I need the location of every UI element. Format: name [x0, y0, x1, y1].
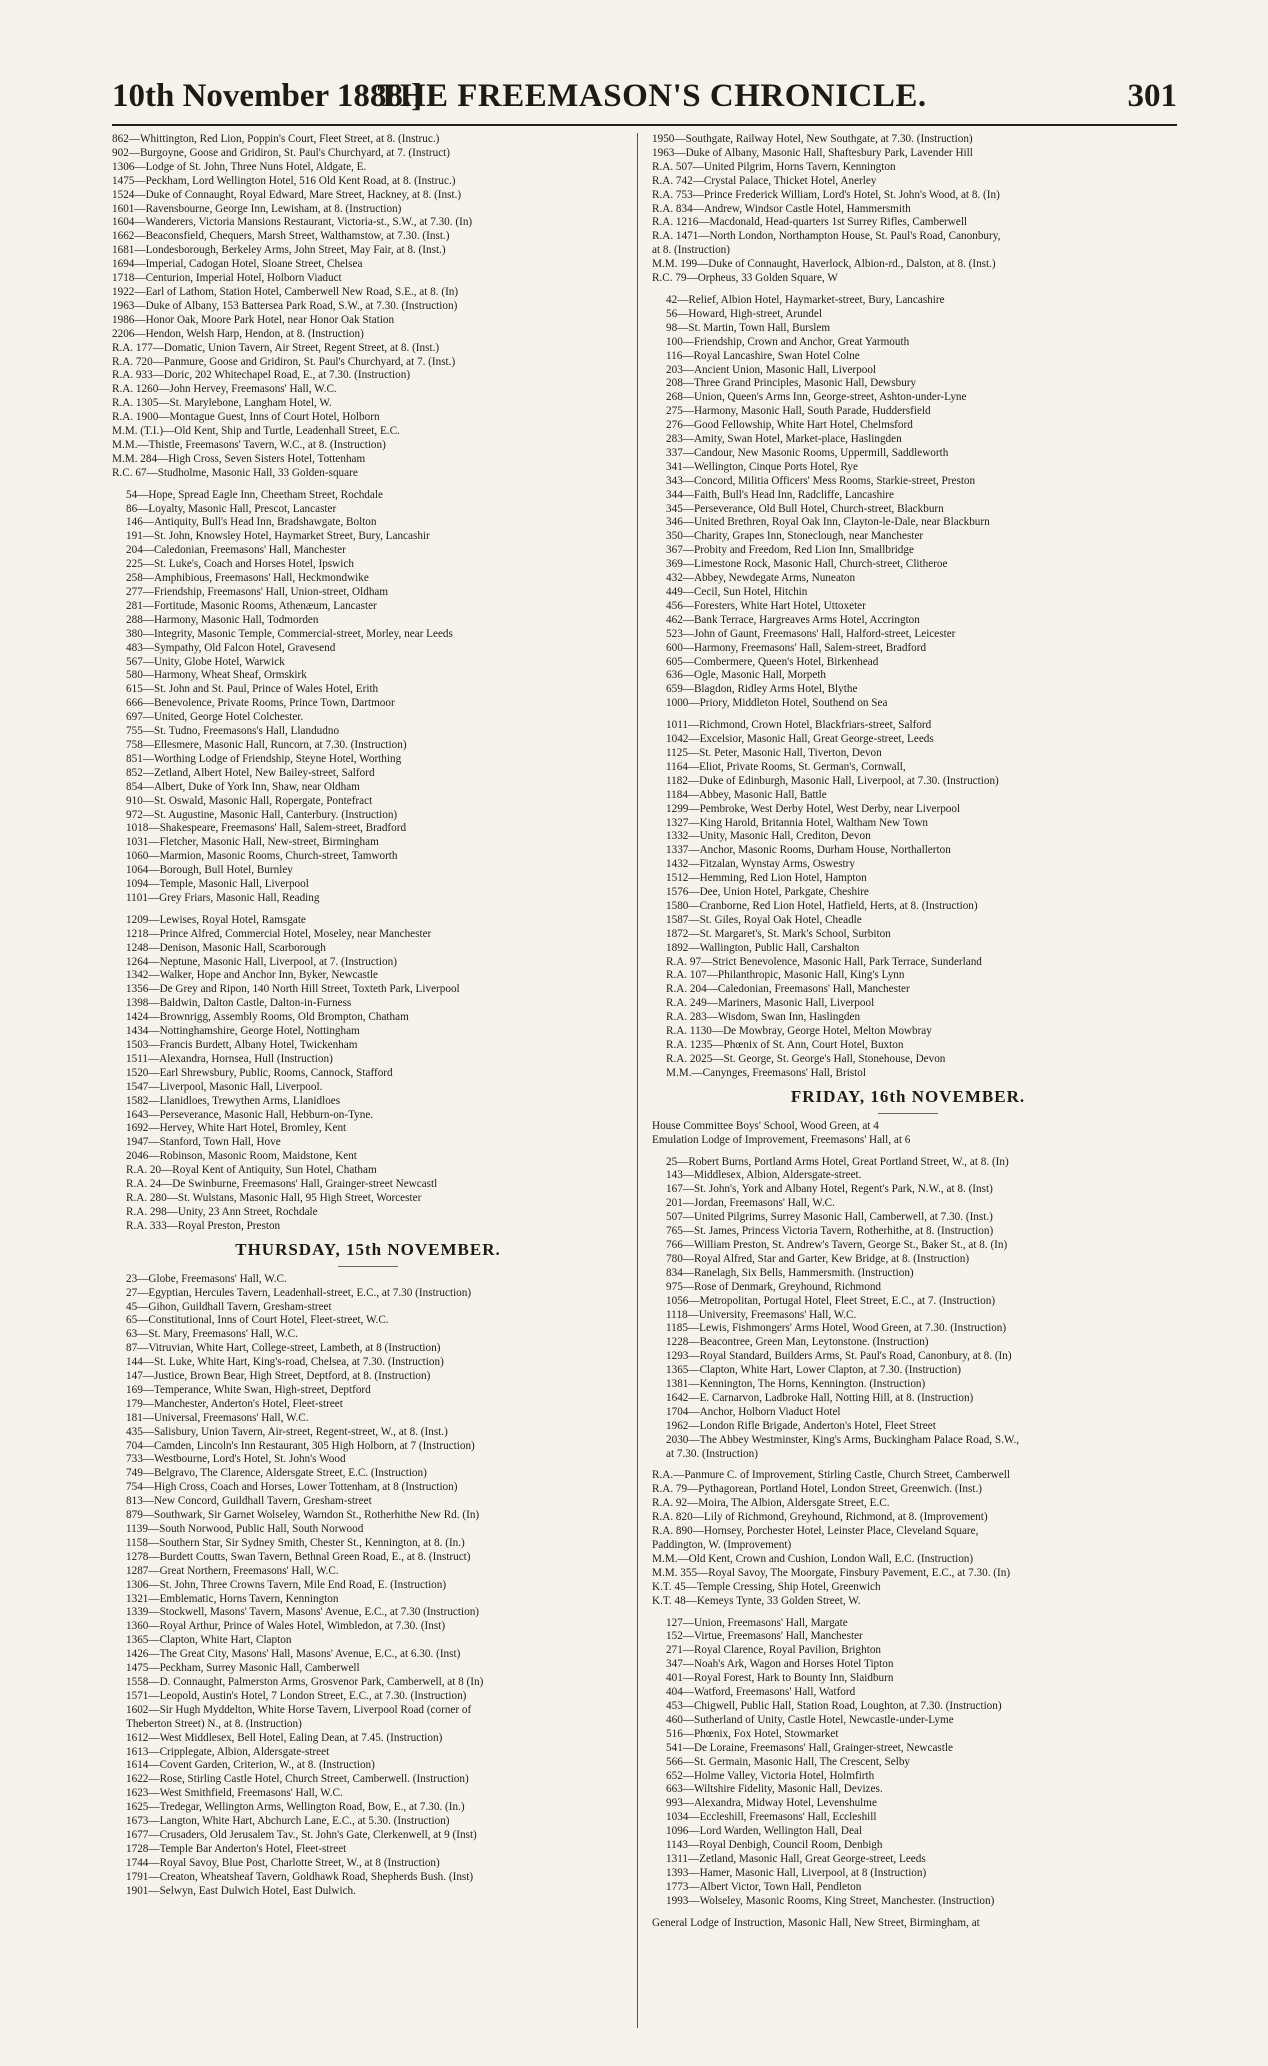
listing-line: 1064—Borough, Bull Hotel, Burnley: [126, 864, 293, 877]
listing-line: 147—Justice, Brown Bear, High Street, Deptford, at 8. (Instruction): [126, 1370, 431, 1383]
listing-line: 143—Middlesex, Albion, Aldersgate-street.: [666, 1169, 862, 1182]
listing-line: 268—Union, Queen's Arms Inn, George-street, Ashton-under-Lyne: [666, 391, 967, 404]
listing-line: 203—Ancient Union, Masonic Hall, Liverpool: [666, 363, 877, 376]
listing-line: M.M. 355—Royal Savoy, The Moorgate, Finsbury Pavement, E.C., at 7.30. (In): [652, 1566, 1011, 1579]
listing-line: 1962—London Rifle Brigade, Anderton's Hotel, Fleet Street: [666, 1419, 936, 1432]
listing-line: at 7.30. (Instruction): [666, 1447, 758, 1460]
listing-line: 1321—Emblematic, Horns Tavern, Kennington: [126, 1592, 339, 1605]
listing-line: 1558—D. Connaught, Palmerston Arms, Grosvenor Park, Camberwell, at 8 (In): [126, 1675, 484, 1688]
listing-line: 1643—Perseverance, Masonic Hall, Hebburn-on-Tyne.: [126, 1108, 374, 1121]
listing-line: 345—Perseverance, Old Bull Hotel, Church-street, Blackburn: [666, 502, 944, 515]
listing-line: 567—Unity, Globe Hotel, Warwick: [126, 655, 285, 668]
block-gap: [652, 286, 1164, 294]
listing-line: 1503—Francis Burdett, Albany Hotel, Twickenham: [126, 1039, 358, 1051]
listing-line: 2046—Robinson, Masonic Room, Maidstone, Kent: [126, 1150, 357, 1163]
listing-line: M.M. 199—Duke of Connaught, Haverlock, Albion-rd., Dalston, at 8. (Inst.): [652, 258, 996, 271]
listing-line: R.A. 753—Prince Frederick William, Lord's Hotel, St. John's Wood, at 8. (In): [652, 188, 1000, 201]
listing-line: 852—Zetland, Albert Hotel, New Bailey-street, Salford: [126, 766, 375, 779]
listing-line: 1311—Zetland, Masonic Hall, Great George-street, Leeds: [666, 1852, 926, 1865]
day-heading: THURSDAY, 15th NOVEMBER.: [235, 1239, 501, 1259]
listing-line: 25—Robert Burns, Portland Arms Hotel, Great Portland Street, W., at 8. (In): [666, 1155, 1009, 1168]
listing-line: R.A. 820—Lily of Richmond, Greyhound, Richmond, at 8. (Improvement): [652, 1511, 988, 1524]
listing-line: 1432—Fitzalan, Wynstay Arms, Oswestry: [666, 858, 855, 871]
listing-line: R.A. 283—Wisdom, Swan Inn, Haslingden: [666, 1011, 861, 1024]
listing-line: 1662—Beaconsfield, Chequers, Marsh Street, Walthamstow, at 7.30. (Inst.): [112, 230, 450, 243]
listing-line: M.M.—Canynges, Freemasons' Hall, Bristol: [666, 1066, 866, 1079]
listing-line: R.A. 177—Domatic, Union Tavern, Air Street, Regent Street, at 8. (Inst.): [112, 341, 440, 354]
listing-line: 2030—The Abbey Westminster, King's Arms, Buckingham Palace Road, S.W.,: [666, 1433, 1020, 1446]
listing-line: 1158—Southern Star, Sir Sydney Smith, Chester St., Kennington, at 8. (In.): [126, 1536, 465, 1549]
listing-line: 749—Belgravo, The Clarence, Aldersgate Street, E.C. (Instruction): [126, 1467, 427, 1480]
listing-line: 1692—Hervey, White Hart Hotel, Bromley, Kent: [126, 1122, 347, 1135]
listing-line: R.A. 1900—Montague Guest, Inns of Court Hotel, Holborn: [112, 411, 380, 424]
listing-line: 523—John of Gaunt, Freemasons' Hall, Halford-street, Leicester: [666, 627, 956, 640]
header-rule: [112, 124, 1177, 126]
listing-line: 1623—West Smithfield, Freemasons' Hall, W.C.: [126, 1787, 343, 1800]
listing-line: 350—Charity, Grapes Inn, Stoneclough, near Manchester: [666, 530, 924, 543]
listing-line: 1381—Kennington, The Horns, Kennington. (Instruction): [666, 1378, 926, 1391]
listing-line: R.A.—Panmure C. of Improvement, Stirling Castle, Church Street, Camberwell: [652, 1469, 1010, 1482]
listing-line: 432—Abbey, Newdegate Arms, Nuneaton: [666, 572, 856, 585]
listing-line: 63—St. Mary, Freemasons' Hall, W.C.: [126, 1328, 298, 1341]
listing-line: 87—Vitruvian, White Hart, College-street, Lambeth, at 8 (Instruction): [126, 1342, 441, 1355]
listing-line: 733—Westbourne, Lord's Hotel, St. John's Wood: [126, 1453, 346, 1466]
listing-line: 1728—Temple Bar Anderton's Hotel, Fleet-street: [126, 1842, 347, 1855]
listing-line: 179—Manchester, Anderton's Hotel, Fleet-street: [126, 1397, 343, 1410]
listing-line: 65—Constitutional, Inns of Court Hotel, Fleet-street, W.C.: [126, 1314, 389, 1327]
listing-line: 1299—Pembroke, West Derby Hotel, West Derby, near Liverpool: [666, 802, 961, 815]
listing-line: 1360—Royal Arthur, Prince of Wales Hotel, Wimbledon, at 7.30. (Inst): [126, 1620, 446, 1633]
listing-line: 146—Antiquity, Bull's Head Inn, Bradshawgate, Bolton: [126, 516, 377, 529]
listing-line: 225—St. Luke's, Coach and Horses Hotel, Ipswich: [126, 558, 354, 571]
listing-line: 449—Cecil, Sun Hotel, Hitchin: [666, 586, 808, 598]
listing-line: 277—Friendship, Freemasons' Hall, Union-street, Oldham: [126, 586, 389, 598]
listing-line: 346—United Brethren, Royal Oak Inn, Clayton-le-Dale, near Blackburn: [666, 516, 990, 529]
listing-line: 1182—Duke of Edinburgh, Masonic Hall, Liverpool, at 7.30. (Instruction): [666, 774, 999, 787]
listing-line: 862—Whittington, Red Lion, Poppin's Court, Fleet Street, at 8. (Instruc.): [112, 133, 440, 145]
listing-line: 1612—West Middlesex, Bell Hotel, Ealing Dean, at 7.45. (Instruction): [126, 1731, 443, 1744]
listing-line: 659—Blagdon, Ridley Arms Hotel, Blythe: [666, 683, 858, 696]
listing-line: 337—Candour, New Masonic Rooms, Uppermill, Saddleworth: [666, 446, 949, 459]
listing-line: 281—Fortitude, Masonic Rooms, Athenæum, Lancaster: [126, 599, 377, 612]
listing-line: 910—St. Oswald, Masonic Hall, Ropergate, Pontefract: [126, 794, 373, 807]
listing-line: 380—Integrity, Masonic Temple, Commercial-street, Morley, near Leeds: [126, 627, 453, 640]
listing-line: 127—Union, Freemasons' Hall, Margate: [666, 1616, 848, 1629]
page-number: 301: [1127, 78, 1177, 114]
listing-line: R.A. 204—Caledonian, Freemasons' Hall, Manchester: [666, 983, 910, 996]
listing-line: 1512—Hemming, Red Lion Hotel, Hampton: [666, 872, 867, 885]
listing-line: 1011—Richmond, Crown Hotel, Blackfriars-street, Salford: [666, 719, 932, 732]
listing-line: 754—High Cross, Coach and Horses, Lower Tottenham, at 8 (Instruction): [126, 1481, 458, 1494]
listing-line: 1963—Duke of Albany, 153 Battersea Park Road, S.W., at 7.30. (Instruction): [112, 299, 458, 312]
listing-line: 507—United Pilgrims, Surrey Masonic Hall, Camberwell, at 7.30. (Inst.): [666, 1211, 993, 1224]
listing-line: R.A. 933—Doric, 202 Whitechapel Road, E., at 7.30. (Instruction): [112, 369, 411, 382]
listing-line: R.A. 92—Moira, The Albion, Aldersgate Street, E.C.: [652, 1497, 890, 1510]
listing-line: 1365—Clapton, White Hart, Lower Clapton, at 7.30. (Instruction): [666, 1364, 961, 1377]
listing-line: 697—United, George Hotel Colchester.: [126, 711, 304, 724]
listing-line: 86—Loyalty, Masonic Hall, Prescot, Lancaster: [126, 502, 337, 515]
listing-line: R.A. 1260—John Hervey, Freemasons' Hall, W.C.: [112, 383, 337, 396]
listing-line: 369—Limestone Rock, Masonic Hall, Church-street, Clitheroe: [666, 558, 948, 571]
listing-line: R.C. 79—Orpheus, 33 Golden Square, W: [652, 272, 838, 285]
listing-line: 1582—Llanidloes, Trewythen Arms, Llanidloes: [126, 1094, 341, 1107]
listing-line: R.A. 333—Royal Preston, Preston: [126, 1219, 281, 1232]
listing-line: R.A. 79—Pythagorean, Portland Hotel, London Street, Greenwich. (Inst.): [652, 1483, 982, 1496]
listing-line: 516—Phœnix, Fox Hotel, Stowmarket: [666, 1727, 839, 1740]
listing-line: R.A. 20—Royal Kent of Antiquity, Sun Hotel, Chatham: [126, 1164, 377, 1177]
listing-line: 879—Southwark, Sir Garnet Wolseley, Warndon St., Rotherhithe New Rd. (In): [126, 1509, 480, 1522]
listing-line: R.A. 1471—North London, Northampton House, St. Paul's Road, Canonbury,: [652, 230, 1001, 243]
listing-line: 902—Burgoyne, Goose and Gridiron, St. Paul's Churchyard, at 7. (Instruct): [112, 146, 451, 159]
listing-line: 1986—Honor Oak, Moore Park Hotel, near Honor Oak Station: [112, 313, 395, 326]
listing-line: 343—Concord, Militia Officers' Mess Rooms, Starkie-street, Preston: [666, 474, 976, 487]
listing-line: 208—Three Grand Principles, Masonic Hall, Dewsbury: [666, 377, 917, 390]
listing-line: 191—St. John, Knowsley Hotel, Haymarket Street, Bury, Lancashir: [126, 530, 430, 543]
listing-line: 1218—Prince Alfred, Commercial Hotel, Moseley, near Manchester: [126, 927, 432, 940]
listing-line: 1601—Ravensbourne, George Inn, Lewisham, at 8. (Instruction): [112, 202, 402, 215]
listing-line: 1673—Langton, White Hart, Abchurch Lane, E.C., at 5.30. (Instruction): [126, 1815, 450, 1828]
listing-line: 401—Royal Forest, Hark to Bounty Inn, Slaidburn: [666, 1672, 894, 1685]
listing-line: 1744—Royal Savoy, Blue Post, Charlotte Street, W., at 8 (Instruction): [126, 1856, 440, 1869]
listing-line: 1963—Duke of Albany, Masonic Hall, Shaftesbury Park, Lavender Hill: [652, 146, 973, 159]
listing-line: 1571—Leopold, Austin's Hotel, 7 London Street, E.C., at 7.30. (Instruction): [126, 1689, 467, 1702]
listing-line: 1342—Walker, Hope and Anchor Inn, Byker, Newcastle: [126, 969, 379, 982]
listing-line: M.M. 284—High Cross, Seven Sisters Hotel, Tottenham: [112, 452, 366, 465]
listing-line: 275—Harmony, Masonic Hall, South Parade, Huddersfield: [666, 405, 931, 418]
listing-line: 1475—Peckham, Lord Wellington Hotel, 516 Old Kent Road, at 8. (Instruc.): [112, 174, 456, 187]
listing-line: House Committee Boys' School, Wood Green, at 4: [652, 1119, 879, 1132]
listing-line: 1096—Lord Warden, Wellington Hall, Deal: [666, 1825, 863, 1838]
listing-line: 615—St. John and St. Paul, Prince of Wales Hotel, Erith: [126, 683, 379, 696]
listing-line: 181—Universal, Freemasons' Hall, W.C.: [126, 1411, 309, 1424]
listing-line: 100—Friendship, Crown and Anchor, Great Yarmouth: [666, 335, 910, 348]
listing-line: 1356—De Grey and Ripon, 140 North Hill Street, Toxteth Park, Liverpool: [126, 983, 460, 996]
listing-line: 1143—Royal Denbigh, Council Room, Denbigh: [666, 1839, 883, 1852]
listing-line: 1393—Hamer, Masonic Hall, Liverpool, at 8 (Instruction): [666, 1866, 927, 1879]
listing-line: 1293—Royal Standard, Builders Arms, St. Paul's Road, Canonbury, at 8. (In): [666, 1350, 1012, 1363]
listing-line: 1101—Grey Friars, Masonic Hall, Reading: [126, 891, 320, 904]
listing-line: 1042—Excelsior, Masonic Hall, Great George-street, Leeds: [666, 733, 934, 746]
listing-line: 1339—Stockwell, Masons' Tavern, Masons' Avenue, E.C., at 7.30 (Instruction): [126, 1606, 480, 1619]
listing-line: 1185—Lewis, Fishmongers' Arms Hotel, Wood Green, at 7.30. (Instruction): [666, 1322, 1007, 1335]
block-gap: [112, 906, 624, 914]
listing-line: 42—Relief, Albion Hotel, Haymarket-street, Bury, Lancashire: [666, 293, 945, 306]
listing-line: 1950—Southgate, Railway Hotel, New Southgate, at 7.30. (Instruction): [652, 133, 973, 145]
listing-line: 1365—Clapton, White Hart, Clapton: [126, 1634, 292, 1647]
listing-line: 276—Good Fellowship, White Hart Hotel, Chelmsford: [666, 419, 913, 432]
listing-line: 1511—Alexandra, Hornsea, Hull (Instruction): [126, 1052, 333, 1065]
listing-line: 605—Combermere, Queen's Hotel, Birkenhead: [666, 655, 879, 668]
listing-line: 1060—Marmion, Masonic Rooms, Church-street, Tamworth: [126, 850, 398, 863]
listing-line: 98—St. Martin, Town Hall, Burslem: [666, 321, 831, 334]
listing-line: 851—Worthing Lodge of Friendship, Steyne Hotel, Worthing: [126, 752, 402, 765]
listing-line: 1426—The Great City, Masons' Hall, Masons' Avenue, E.C., at 6.30. (Inst): [126, 1648, 461, 1661]
listing-line: M.M. (T.I.)—Old Kent, Ship and Turtle, Leadenhall Street, E.C.: [112, 425, 400, 438]
listing-line: 636—Ogle, Masonic Hall, Morpeth: [666, 669, 827, 682]
listing-line: 666—Benevolence, Private Rooms, Prince Town, Dartmoor: [126, 697, 395, 710]
listing-line: 765—St. James, Princess Victoria Tavern, Rotherhithe, at 8. (Instruction): [666, 1225, 994, 1238]
listing-line: M.M.—Thistle, Freemasons' Tavern, W.C., at 8. (Instruction): [112, 438, 386, 451]
listing-line: 1773—Albert Victor, Town Hall, Pendleton: [666, 1880, 862, 1893]
issue-date: 10th November 1888.]: [112, 78, 423, 114]
listing-line: 1922—Earl of Lathom, Station Hotel, Camberwell New Road, S.E., at 8. (In): [112, 285, 459, 298]
listing-line: R.A. 1130—De Mowbray, George Hotel, Melton Mowbray: [666, 1025, 932, 1038]
listing-line: 580—Harmony, Wheat Sheaf, Ormskirk: [126, 669, 307, 682]
listing-line: 1642—E. Carnarvon, Ladbroke Hall, Notting Hill, at 8. (Instruction): [666, 1391, 974, 1404]
listing-line: 288—Harmony, Masonic Hall, Todmorden: [126, 613, 319, 626]
listing-line: K.T. 45—Temple Cressing, Ship Hotel, Greenwich: [652, 1580, 881, 1593]
listing-line: R.A. 507—United Pilgrim, Horns Tavern, Kennington: [652, 160, 896, 173]
listing-line: R.A. 2025—St. George, St. George's Hall, Stonehouse, Devon: [666, 1052, 946, 1065]
listing-line: Paddington, W. (Improvement): [652, 1539, 792, 1551]
listing-line: 167—St. John's, York and Albany Hotel, Regent's Park, N.W., at 8. (Inst): [666, 1183, 993, 1196]
listing-line: R.A. 890—Hornsey, Porchester Hotel, Leinster Place, Cleveland Square,: [652, 1525, 979, 1538]
listing-line: 652—Holme Valley, Victoria Hotel, Holmfirth: [666, 1769, 875, 1782]
listing-line: 566—St. Germain, Masonic Hall, The Crescent, Selby: [666, 1755, 911, 1768]
listing-line: 1327—King Harold, Britannia Hotel, Waltham New Town: [666, 816, 929, 829]
listing-line: 1228—Beacontree, Green Man, Leytonstone. (Instruction): [666, 1336, 929, 1349]
listing-line: 344—Faith, Bull's Head Inn, Radcliffe, Lancashire: [666, 488, 894, 501]
listing-line: 2206—Hendon, Welsh Harp, Hendon, at 8. (Instruction): [112, 327, 364, 340]
listing-line: 56—Howard, High-street, Arundel: [666, 307, 822, 320]
listing-line: 460—Sutherland of Unity, Castle Hotel, Newcastle-under-Lyme: [666, 1713, 954, 1726]
listing-line: 780—Royal Alfred, Star and Garter, Kew Bridge, at 8. (Instruction): [666, 1252, 970, 1265]
listing-line: 1547—Liverpool, Masonic Hall, Liverpool.: [126, 1080, 323, 1093]
column-divider: [637, 133, 638, 2028]
listing-line: 758—Ellesmere, Masonic Hall, Runcorn, at 7.30. (Instruction): [126, 738, 407, 751]
listing-line: 347—Noah's Ark, Wagon and Horses Hotel Tipton: [666, 1658, 894, 1671]
listing-line: 204—Caledonian, Freemasons' Hall, Manchester: [126, 544, 346, 557]
listing-line: 456—Foresters, White Hart Hotel, Uttoxeter: [666, 599, 866, 612]
block-gap: [652, 1461, 1164, 1469]
listing-line: 1677—Crusaders, Old Jerusalem Tav., St. John's Gate, Clerkenwell, at 9 (Inst): [126, 1828, 477, 1841]
listing-line: R.C. 67—Studholme, Masonic Hall, 33 Golden-square: [112, 466, 358, 479]
listing-line: 1791—Creaton, Wheatsheaf Tavern, Goldhawk Road, Shepherds Bush. (Inst): [126, 1870, 474, 1883]
listing-line: K.T. 48—Kemeys Tynte, 33 Golden Street, W.: [652, 1594, 861, 1607]
listing-line: R.A. 298—Unity, 23 Ann Street, Rochdale: [126, 1205, 318, 1218]
listing-line: 1625—Tredegar, Wellington Arms, Wellington Road, Bow, E., at 7.30. (In.): [126, 1801, 465, 1814]
block-gap: [652, 1909, 1164, 1917]
listing-line: 169—Temperance, White Swan, High-street, Deptford: [126, 1383, 371, 1396]
listing-line: 1139—South Norwood, Public Hall, South Norwood: [126, 1523, 364, 1535]
listing-line: 367—Probity and Freedom, Red Lion Inn, Smallbridge: [666, 544, 914, 557]
block-gap: [652, 1148, 1164, 1156]
listing-line: 54—Hope, Spread Eagle Inn, Cheetham Street, Rochdale: [126, 488, 383, 501]
block-gap: [652, 711, 1164, 719]
listing-line: 435—Salisbury, Union Tavern, Air-street, Regent-street, W., at 8. (Inst.): [126, 1425, 448, 1438]
listing-line: 144—St. Luke, White Hart, King's-road, Chelsea, at 7.30. (Instruction): [126, 1356, 444, 1369]
listing-line: 1164—Eliot, Private Rooms, St. German's, Cornwall,: [666, 760, 906, 773]
listing-line: 1306—St. John, Three Crowns Tavern, Mile End Road, E. (Instruction): [126, 1578, 447, 1591]
listing-line: 1337—Anchor, Masonic Rooms, Durham House, Northallerton: [666, 844, 951, 857]
listing-line: 1694—Imperial, Cadogan Hotel, Sloane Street, Chelsea: [112, 258, 363, 271]
listing-line: 1398—Baldwin, Dalton Castle, Dalton-in-Furness: [126, 997, 352, 1010]
listing-line: 271—Royal Clarence, Royal Pavilion, Brighton: [666, 1644, 882, 1657]
listing-line: 45—Gihon, Guildhall Tavern, Gresham-street: [126, 1300, 332, 1313]
listing-line: 1278—Burdett Coutts, Swan Tavern, Bethnal Green Road, E., at 8. (Instruct): [126, 1550, 471, 1563]
listing-line: R.A. 1305—St. Marylebone, Langham Hotel, W.: [112, 397, 332, 410]
listing-line: 1034—Eccleshill, Freemasons' Hall, Eccleshill: [666, 1811, 877, 1824]
block-gap: [112, 481, 624, 489]
listing-line: R.A. 97—Strict Benevolence, Masonic Hall, Park Terrace, Sunderland: [666, 955, 982, 968]
listing-line: 1094—Temple, Masonic Hall, Liverpool: [126, 878, 309, 891]
listing-line: R.A. 742—Crystal Palace, Thicket Hotel, Anerley: [652, 174, 877, 187]
listing-line: 1520—Earl Shrewsbury, Public, Rooms, Cannock, Stafford: [126, 1066, 393, 1079]
listing-line: 1125—St. Peter, Masonic Hall, Tiverton, Devon: [666, 746, 882, 759]
listing-line: 1602—Sir Hugh Myddelton, White Horse Tavern, Liverpool Road (corner of: [126, 1703, 472, 1716]
listing-line: M.M.—Old Kent, Crown and Cushion, London Wall, E.C. (Instruction): [652, 1552, 974, 1565]
listing-line: 600—Harmony, Freemasons' Hall, Salem-street, Bradford: [666, 641, 927, 654]
listing-line: 1424—Brownrigg, Assembly Rooms, Old Brompton, Chatham: [126, 1011, 409, 1024]
listing-line: 1475—Peckham, Surrey Masonic Hall, Camberwell: [126, 1662, 360, 1675]
listing-line: 975—Rose of Denmark, Greyhound, Richmond: [666, 1280, 882, 1293]
listing-line: 1576—Dee, Union Hotel, Parkgate, Cheshire: [666, 886, 869, 899]
listing-line: 1056—Metropolitan, Portugal Hotel, Fleet Street, E.C., at 7. (Instruction): [666, 1294, 996, 1307]
listing-line: R.A. 249—Mariners, Masonic Hall, Liverpool: [666, 997, 875, 1010]
listing-line: 1901—Selwyn, East Dulwich Hotel, East Dulwich.: [126, 1884, 356, 1897]
listing-line: 1580—Cranborne, Red Lion Hotel, Hatfield, Herts, at 8. (Instruction): [666, 899, 978, 912]
listing-line: 1031—Fletcher, Masonic Hall, New-street, Birmingham: [126, 836, 379, 849]
listing-line: at 8. (Instruction): [652, 244, 730, 257]
listing-line: 1614—Covent Garden, Criterion, W., at 8. (Instruction): [126, 1759, 375, 1772]
listing-line: R.A. 834—Andrew, Windsor Castle Hotel, Hammersmith: [652, 202, 911, 215]
listing-line: 1000—Priory, Middleton Hotel, Southend on Sea: [666, 697, 888, 710]
publication-title: THE FREEMASON'S CHRONICLE.: [377, 78, 927, 114]
listing-line: 1184—Abbey, Masonic Hall, Battle: [666, 788, 827, 801]
listing-line: 116—Royal Lancashire, Swan Hotel Colne: [666, 349, 860, 362]
listing-line: 27—Egyptian, Hercules Tavern, Leadenhall-street, E.C., at 7.30 (Instruction): [126, 1286, 472, 1299]
listing-line: 1287—Great Northern, Freemasons' Hall, W.C.: [126, 1564, 339, 1577]
listing-line: 1993—Wolseley, Masonic Rooms, King Street, Manchester. (Instruction): [666, 1894, 995, 1907]
listing-line: 453—Chigwell, Public Hall, Station Road, Loughton, at 7.30. (Instruction): [666, 1699, 1002, 1712]
left-column: [112, 133, 624, 2033]
right-column: [652, 133, 1164, 2033]
listing-line: 1524—Duke of Connaught, Royal Edward, Mare Street, Hackney, at 8. (Inst.): [112, 188, 462, 201]
listing-line: R.A. 107—Philanthropic, Masonic Hall, King's Lynn: [666, 969, 905, 982]
listing-line: 541—De Loraine, Freemasons' Hall, Grainger-street, Newcastle: [666, 1741, 953, 1754]
listing-line: 1209—Lewises, Royal Hotel, Ramsgate: [126, 913, 306, 926]
page-header: [112, 78, 1177, 122]
listing-line: 1872—St. Margaret's, St. Mark's School, Surbiton: [666, 927, 891, 940]
listing-line: R.A. 280—St. Wulstans, Masonic Hall, 95 High Street, Worcester: [126, 1191, 422, 1204]
listing-line: 1264—Neptune, Masonic Hall, Liverpool, at 7. (Instruction): [126, 955, 397, 968]
listing-line: 1248—Denison, Masonic Hall, Scarborough: [126, 941, 326, 954]
listing-line: 483—Sympathy, Old Falcon Hotel, Gravesend: [126, 641, 336, 654]
block-gap: [652, 1609, 1164, 1617]
listing-line: 1587—St. Giles, Royal Oak Hotel, Cheadle: [666, 913, 862, 926]
listing-line: Emulation Lodge of Improvement, Freemasons' Hall, at 6: [652, 1133, 911, 1146]
listing-line: R.A. 720—Panmure, Goose and Gridiron, St. Paul's Churchyard, at 7. (Inst.): [112, 355, 456, 368]
listing-line: 854—Albert, Duke of York Inn, Shaw, near Oldham: [126, 780, 360, 793]
listing-line: 663—Wiltshire Fidelity, Masonic Hall, Devizes.: [666, 1783, 883, 1796]
listing-line: 1622—Rose, Stirling Castle Hotel, Church Street, Camberwell. (Instruction): [126, 1773, 469, 1786]
listing-line: 704—Camden, Lincoln's Inn Restaurant, 305 High Holborn, at 7 (Instruction): [126, 1439, 475, 1452]
listing-line: 834—Ranelagh, Six Bells, Hammersmith. (Instruction): [666, 1266, 914, 1279]
listing-line: R.A. 24—De Swinburne, Freemasons' Hall, Grainger-street Newcastl: [126, 1178, 438, 1191]
listing-line: 766—William Preston, St. Andrew's Tavern, George St., Baker St., at 8. (In): [666, 1238, 1008, 1251]
listing-line: 404—Watford, Freemasons' Hall, Watford: [666, 1686, 856, 1699]
listing-line: 462—Bank Terrace, Hargreaves Arms Hotel, Accrington: [666, 613, 920, 626]
listing-line: 201—Jordan, Freemasons' Hall, W.C.: [666, 1197, 835, 1210]
listing-line: 341—Wellington, Cinque Ports Hotel, Rye: [666, 460, 858, 473]
listing-line: 755—St. Tudno, Freemasons's Hall, Llandudno: [126, 725, 340, 738]
listing-line: 1704—Anchor, Holborn Viaduct Hotel: [666, 1405, 841, 1418]
listing-line: 1718—Centurion, Imperial Hotel, Holborn Viaduct: [112, 272, 342, 285]
listing-line: R.A. 1216—Macdonald, Head-quarters 1st Surrey Rifles, Camberwell: [652, 216, 968, 229]
listing-line: 1947—Stanford, Town Hall, Hove: [126, 1136, 281, 1149]
heading-rule: [878, 1113, 938, 1114]
listing-line: 972—St. Augustine, Masonic Hall, Canterbury. (Instruction): [126, 808, 398, 821]
day-heading: FRIDAY, 16th NOVEMBER.: [790, 1086, 1026, 1106]
listing-line: 993—Alexandra, Midway Hotel, Levenshulme: [666, 1797, 877, 1810]
listing-line: General Lodge of Instruction, Masonic Hall, New Street, Birmingham, at: [652, 1916, 980, 1929]
listing-line: 1306—Lodge of St. John, Three Nuns Hotel, Aldgate, E.: [112, 160, 367, 173]
listing-line: 813—New Concord, Guildhall Tavern, Gresham-street: [126, 1495, 372, 1508]
listing-line: 1604—Wanderers, Victoria Mansions Restaurant, Victoria-st., S.W., at 7.30. (In): [112, 216, 473, 229]
listing-line: 283—Amity, Swan Hotel, Market-place, Haslingden: [666, 433, 902, 446]
listing-line: 1434—Nottinghamshire, George Hotel, Nottingham: [126, 1025, 360, 1038]
listing-line: 152—Virtue, Freemasons' Hall, Manchester: [666, 1630, 863, 1643]
heading-rule: [338, 1266, 398, 1267]
listing-line: 258—Amphibious, Freemasons' Hall, Heckmondwike: [126, 572, 369, 585]
listing-line: Theberton Street) N., at 8. (Instruction): [126, 1717, 302, 1730]
listing-line: 1018—Shakespeare, Freemasons' Hall, Salem-street, Bradford: [126, 822, 407, 835]
listing-line: 23—Globe, Freemasons' Hall, W.C.: [126, 1272, 287, 1285]
listing-line: 1613—Cripplegate, Albion, Aldersgate-street: [126, 1745, 330, 1758]
listing-line: 1332—Unity, Masonic Hall, Crediton, Devon: [666, 830, 871, 843]
listing-line: 1118—University, Freemasons' Hall, W.C.: [666, 1308, 857, 1321]
listing-line: 1681—Londesborough, Berkeley Arms, John Street, May Fair, at 8. (Inst.): [112, 244, 446, 257]
listing-line: R.A. 1235—Phœnix of St. Ann, Court Hotel, Buxton: [666, 1039, 904, 1051]
listing-line: 1892—Wallington, Public Hall, Carshalton: [666, 941, 860, 954]
